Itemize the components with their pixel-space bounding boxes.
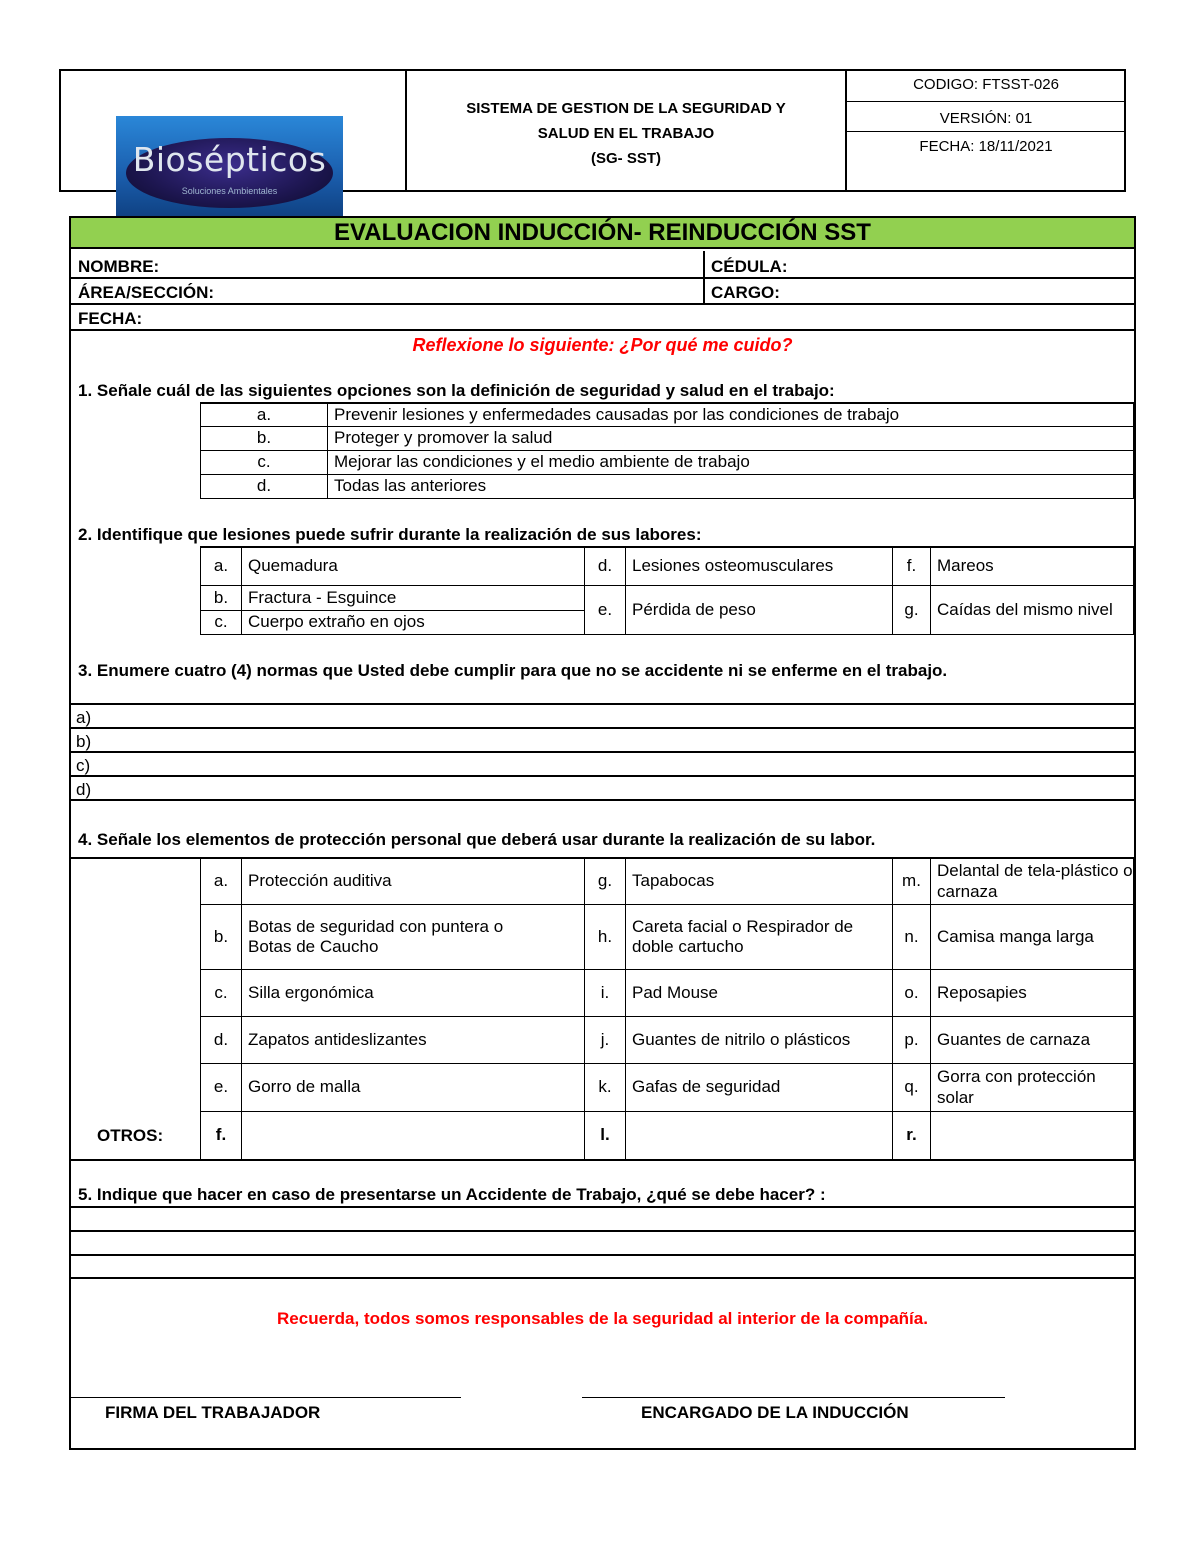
q2-option-f: Mareos (930, 546, 1134, 586)
q1-letter-a: a. (200, 402, 328, 427)
document-date: FECHA: 18/11/2021 (919, 138, 1053, 155)
code-divider (847, 101, 1125, 102)
q3-answer-c: c) (76, 756, 91, 775)
q1-letter-b: b. (200, 426, 328, 451)
q4-item-n: Camisa manga larga (930, 904, 1134, 970)
q4-letter-i: i. (584, 969, 626, 1017)
q4-item-c: Silla ergonómica (241, 969, 585, 1017)
otros-label: OTROS: (97, 1126, 164, 1145)
q3-line (70, 727, 1134, 729)
q3-line (70, 751, 1134, 753)
row-line (70, 329, 1134, 331)
logo-subtitle: Soluciones Ambientales (181, 186, 278, 196)
q2-letter-c: c. (200, 610, 242, 635)
q4-item-m: Delantal de tela-plástico o carnaza (930, 858, 1134, 905)
document-version: VERSIÓN: 01 (939, 110, 1033, 127)
q2-letter-b: b. (200, 585, 242, 611)
q4-letter-h: h. (584, 904, 626, 970)
otros-letter-l[interactable]: l. (584, 1111, 626, 1160)
q2-option-d: Lesiones osteomusculares (625, 546, 893, 586)
q1-option-c: Mejorar las condiciones y el medio ambiente de trabajo (327, 450, 1134, 475)
q2-option-b: Fractura - Esguince (241, 585, 585, 611)
q1-option-b: Proteger y promover la salud (327, 426, 1134, 451)
q4-letter-c: c. (200, 969, 242, 1017)
q1-letter-d: d. (200, 474, 328, 499)
q2-question: 2. Identifique que lesiones puede sufrir durante la realización de sus labores: (78, 525, 702, 544)
q4-letter-j: j. (584, 1016, 626, 1064)
worker-signature-line[interactable] (71, 1397, 461, 1398)
induction-signature-label: ENCARGADO DE LA INDUCCIÓN (641, 1403, 909, 1422)
q2-letter-f: f. (892, 546, 931, 586)
q5-line (70, 1254, 1134, 1256)
q4-letter-o: o. (892, 969, 931, 1017)
q4-letter-q: q. (892, 1063, 931, 1112)
reflection-text: Reflexione lo siguiente: ¿Por qué me cuido? (412, 335, 793, 355)
q4-item-b: Botas de seguridad con puntera o Botas de Caucho (241, 904, 585, 970)
otros-field-l[interactable] (625, 1111, 893, 1160)
version-divider (847, 131, 1125, 132)
area-label: ÁREA/SECCIÓN: (78, 283, 215, 302)
q2-option-a: Quemadura (241, 546, 585, 586)
logo-text: Biosépticos (132, 140, 327, 179)
q4-item-e: Gorro de malla (241, 1063, 585, 1112)
q4-letter-k: k. (584, 1063, 626, 1112)
q5-line (70, 1230, 1134, 1232)
cargo-label: CARGO: (711, 283, 780, 302)
form-title: EVALUACION INDUCCIÓN- REINDUCCIÓN SST (71, 218, 1134, 249)
q3-answer-d: d) (76, 780, 92, 799)
cedula-label: CÉDULA: (711, 257, 788, 276)
q4-item-j: Guantes de nitrilo o plásticos (625, 1016, 893, 1064)
worker-signature-label: FIRMA DEL TRABAJADOR (105, 1403, 321, 1422)
q2-option-g: Caídas del mismo nivel (930, 585, 1134, 635)
company-logo (116, 116, 343, 220)
q2-letter-e: e. (584, 585, 626, 635)
system-title: SISTEMA DE GESTION DE LA SEGURIDAD Y SALUD EN EL TRABAJO (SG- SST) (466, 100, 786, 167)
q4-letter-m: m. (892, 858, 931, 905)
q2-letter-g: g. (892, 585, 931, 635)
q4-item-p: Guantes de carnaza (930, 1016, 1134, 1064)
q2-option-e: Pérdida de peso (625, 585, 893, 635)
reminder-text: Recuerda, todos somos responsables de la seguridad al interior de la compañía. (277, 1309, 928, 1328)
otros-letter-f[interactable]: f. (200, 1111, 242, 1160)
q4-letter-n: n. (892, 904, 931, 970)
q3-question: 3. Enumere cuatro (4) normas que Usted debe cumplir para que no se accidente ni se enferme en el trabajo. (78, 661, 948, 680)
otros-field-f[interactable] (241, 1111, 585, 1160)
document-code: CODIGO: FTSST-026 (913, 76, 1059, 93)
q2-letter-a: a. (200, 546, 242, 586)
q3-answer-b: b) (76, 732, 92, 751)
row-line (70, 303, 1134, 305)
nombre-label: NOMBRE: (78, 257, 160, 276)
q4-item-d: Zapatos antideslizantes (241, 1016, 585, 1064)
row-line (70, 277, 1134, 279)
q1-option-a: Prevenir lesiones y enfermedades causadas por las condiciones de trabajo (327, 402, 1134, 427)
q2-option-c: Cuerpo extraño en ojos (241, 610, 585, 635)
q4-letter-e: e. (200, 1063, 242, 1112)
q2-letter-d: d. (584, 546, 626, 586)
q4-item-i: Pad Mouse (625, 969, 893, 1017)
otros-letter-r[interactable]: r. (892, 1111, 931, 1160)
q4-item-h: Careta facial o Respirador de doble cartucho (625, 904, 893, 970)
info-divider (703, 251, 705, 303)
q5-question: 5. Indique que hacer en caso de presentarse un Accidente de Trabajo, ¿qué se debe hacer? : (78, 1185, 826, 1204)
q5-line (70, 1206, 1134, 1208)
induction-signature-line[interactable] (582, 1397, 1005, 1398)
q4-item-a: Protección auditiva (241, 858, 585, 905)
q4-letter-b: b. (200, 904, 242, 970)
q4-item-k: Gafas de seguridad (625, 1063, 893, 1112)
q4-letter-g: g. (584, 858, 626, 905)
q3-line (70, 703, 1134, 705)
q4-letter-a: a. (200, 858, 242, 905)
q4-question: 4. Señale los elementos de protección personal que deberá usar durante la realización de su labor. (78, 830, 876, 849)
q4-table-bottom (70, 1159, 1134, 1161)
q4-letter-d: d. (200, 1016, 242, 1064)
q1-option-d: Todas las anteriores (327, 474, 1134, 499)
q3-answer-a: a) (76, 708, 92, 727)
q4-letter-p: p. (892, 1016, 931, 1064)
q3-line (70, 775, 1134, 777)
fecha-label: FECHA: (78, 309, 143, 328)
q4-item-g: Tapabocas (625, 858, 893, 905)
q1-question: 1. Señale cuál de las siguientes opciones son la definición de seguridad y salud en el trabajo: (78, 381, 835, 400)
q5-line (70, 1277, 1134, 1279)
q4-item-o: Reposapies (930, 969, 1134, 1017)
otros-field-r[interactable] (930, 1111, 1134, 1160)
q3-line (70, 799, 1134, 801)
q1-letter-c: c. (200, 450, 328, 475)
q4-item-q: Gorra con protección solar (930, 1063, 1134, 1112)
